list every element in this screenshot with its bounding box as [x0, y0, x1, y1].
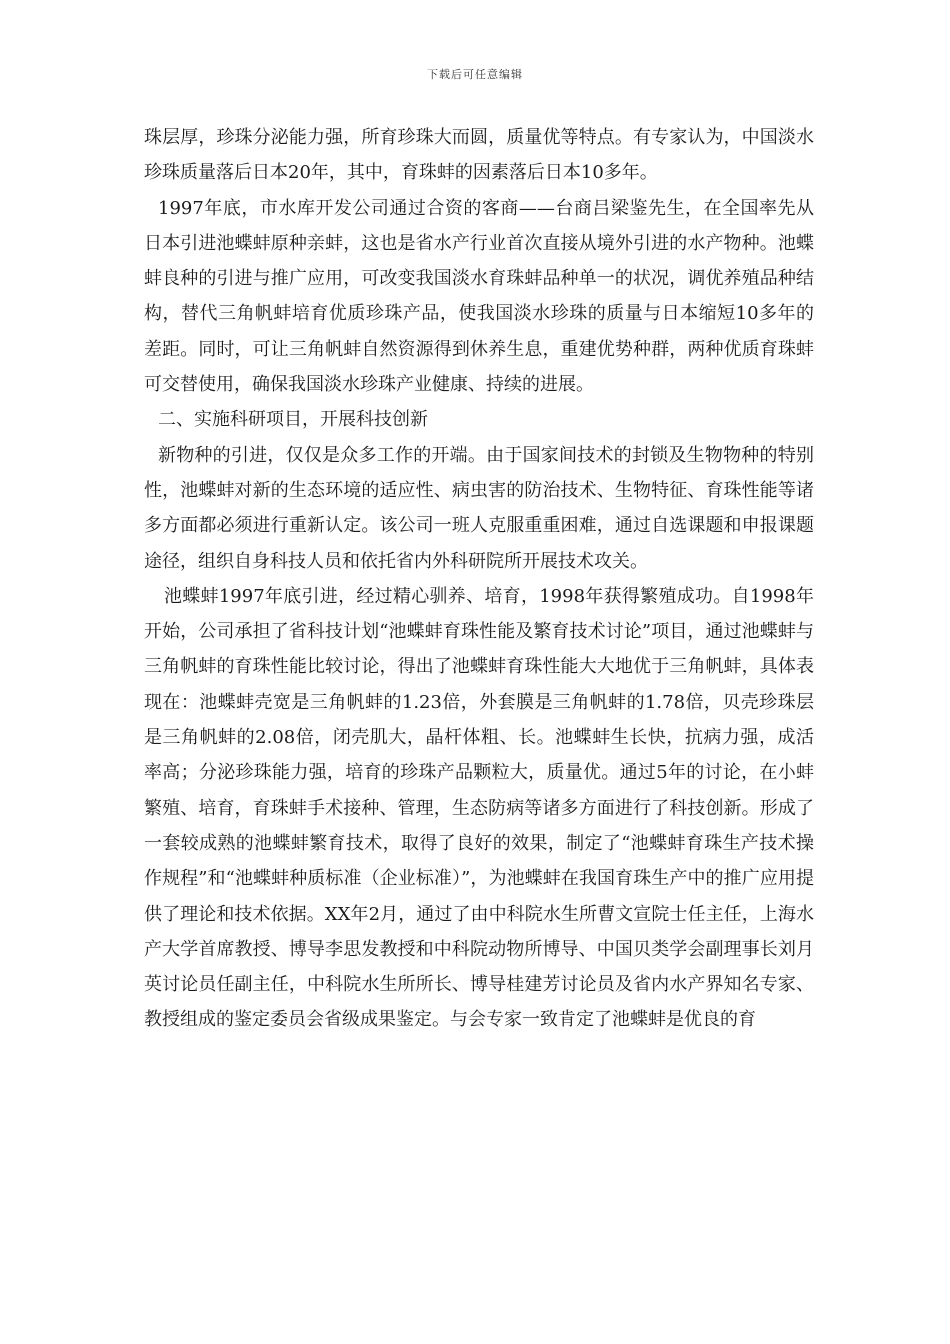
page-header: 下载后可任意编辑 [427, 68, 523, 81]
paragraph-new-species: 新物种的引进，仅仅是众多工作的开端。由于国家间技术的封锁及生物物种的特别性，池蝶蚌对新的生态环境的适应性、病虫害的防治技术、生物特征、育珠性能等诸多方面都必须进行重新认定。该公司一班人克服重重困难，通过自选课题和申报课题途径，组织自身科技人员和依托省内外科研院所开展技术攻关。 [144, 444, 814, 572]
paragraph-breeding-research: 池蝶蚌1997年底引进，经过精心驯养、培育，1998年获得繁殖成功。自1998年开始，公司承担了省科技计划“池蝶蚌育珠性能及繁育技术讨论”项目，通过池蝶蚌与三角帆蚌的育珠性能比较讨论，得出了池蝶蚌育珠性能大大地优于三角帆蚌，具体表现在：池蝶蚌壳宽是三角帆蚌的1.23倍，外套膜是三角帆蚌的1.78倍，贝壳珍珠层是三角帆蚌的2.08倍，闭壳肌大，晶杆体粗、长。池蝶蚌生长快，抗病力强，成活率高；分泌珍珠能力强，培育的珍珠产品颗粒大，质量优。通过5年的讨论，在小蚌繁殖、培育，育珠蚌手术接种、管理，生态防病等诸多方面进行了科技创新。形成了一套较成熟的池蝶蚌繁育技术，取得了良好的效果，制定了“池蝶蚌育珠生产技术操作规程”和“池蝶蚌种质标准（企业标准）”，为池蝶蚌在我国育珠生产中的推广应用提供了理论和技术依据。XX年2月，通过了由中科院水生所曹文宣院士任主任，上海水产大学首席教授、博导李思发教授和中科院动物所博导、中国贝类学会副理事长刘月英讨论员任副主任，中科院水生所所长、博导桂建芳讨论员及省内水产界知名专家、教授组成的鉴定委员会省级成果鉴定。与会专家一致肯定了池蝶蚌是优良的育 [144, 585, 814, 1031]
document-body [144, 120, 814, 1038]
paragraph-pearl-quality: 珠层厚，珍珠分泌能力强，所育珍珠大而圆，质量优等特点。有专家认为，中国淡水珍珠质量落后日本20年，其中，育珠蚌的因素落后日本10多年。 [144, 127, 814, 184]
section-heading-research: 二、实施科研项目，开展科技创新 [158, 409, 428, 431]
paragraph-introduction-1997: 1997年底，市水库开发公司通过合资的客商——台商吕梁鉴先生，在全国率先从日本引进池蝶蚌原种亲蚌，这也是省水产行业首次直接从境外引进的水产物种。池蝶蚌良种的引进与推广应用，可改变我国淡水育珠蚌品种单一的状况，调优养殖品种结构，替代三角帆蚌培育优质珍珠产品，使我国淡水珍珠的质量与日本缩短10多年的差距。同时，可让三角帆蚌自然资源得到休养生息，重建优势种群，两种优质育珠蚌可交替使用，确保我国淡水珍珠产业健康、持续的进展。 [144, 197, 814, 396]
